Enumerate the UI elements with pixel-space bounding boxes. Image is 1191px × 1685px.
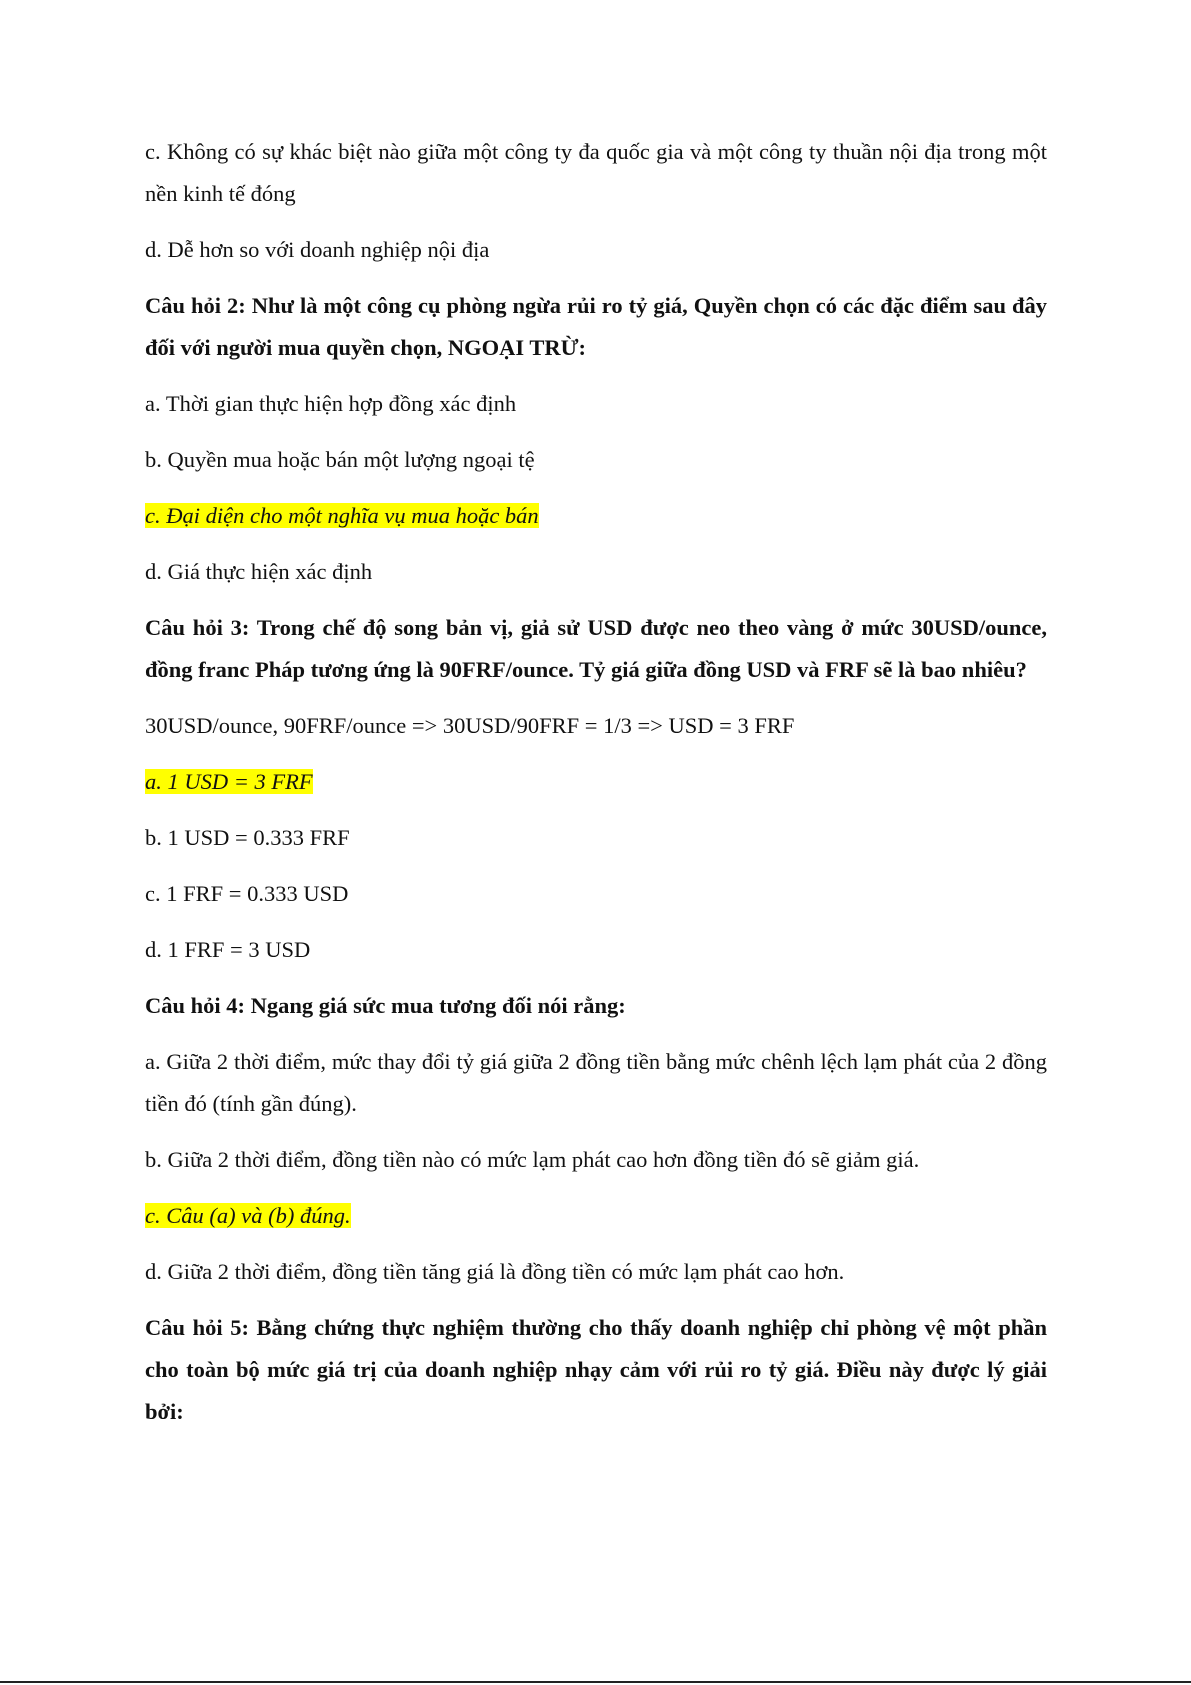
q4-question: Câu hỏi 4: Ngang giá sức mua tương đối nói rằng: xyxy=(145,993,626,1018)
q3-working: 30USD/ounce, 90FRF/ounce => 30USD/90FRF = 1/3 => USD = 3 FRF xyxy=(145,713,795,738)
q2-option-b: b. Quyền mua hoặc bán một lượng ngoại tệ xyxy=(145,447,535,472)
q2-option-d: d. Giá thực hiện xác định xyxy=(145,559,373,584)
q2-question: Câu hỏi 2: Như là một công cụ phòng ngừa rủi ro tỷ giá, Quyền chọn có các đặc điểm sau đây đối với người mua quyền chọn, NGOẠI TRỪ: xyxy=(145,293,1047,360)
q4-option-a: a. Giữa 2 thời điểm, mức thay đổi tỷ giá giữa 2 đồng tiền bằng mức chênh lệch lạm phát của 2 đồng tiền đó (tính gần đúng). xyxy=(145,1049,1047,1116)
q1-option-d: d. Dễ hơn so với doanh nghiệp nội địa xyxy=(145,237,490,262)
q4-option-c-highlighted xyxy=(145,1195,1047,1237)
q3-option-d: d. 1 FRF = 3 USD xyxy=(145,937,311,962)
page-bottom-rule xyxy=(0,1681,1191,1683)
q4-option-c-text: c. Câu (a) và (b) đúng. xyxy=(145,1203,351,1228)
q2-option-a: a. Thời gian thực hiện hợp đồng xác định xyxy=(145,391,517,416)
q3-question: Câu hỏi 3: Trong chế độ song bản vị, giả sử USD được neo theo vàng ở mức 30USD/ounce, đồng franc Pháp tương ứng là 90FRF/ounce. Tỷ giá giữa đồng USD và FRF sẽ là bao nhiêu? xyxy=(145,615,1047,682)
q2-option-c-highlighted xyxy=(145,495,1047,537)
q4-option-b: b. Giữa 2 thời điểm, đồng tiền nào có mức lạm phát cao hơn đồng tiền đó sẽ giảm giá. xyxy=(145,1147,920,1172)
q4-option-d: d. Giữa 2 thời điểm, đồng tiền tăng giá là đồng tiền có mức lạm phát cao hơn. xyxy=(145,1259,845,1284)
q3-option-b: b. 1 USD = 0.333 FRF xyxy=(145,825,350,850)
q3-option-a-highlighted xyxy=(145,761,1047,803)
q3-option-a-text: a. 1 USD = 3 FRF xyxy=(145,769,313,794)
q2-option-c-text: c. Đại diện cho một nghĩa vụ mua hoặc bán xyxy=(145,503,539,528)
document-page xyxy=(145,131,1047,1447)
q3-option-c: c. 1 FRF = 0.333 USD xyxy=(145,881,349,906)
q1-option-c: c. Không có sự khác biệt nào giữa một công ty đa quốc gia và một công ty thuần nội địa trong một nền kinh tế đóng xyxy=(145,139,1047,206)
q5-question: Câu hỏi 5: Bằng chứng thực nghiệm thường cho thấy doanh nghiệp chỉ phòng vệ một phần cho toàn bộ mức giá trị của doanh nghiệp nhạy cảm với rủi ro tỷ giá. Điều này được lý giải bởi: xyxy=(145,1315,1047,1424)
